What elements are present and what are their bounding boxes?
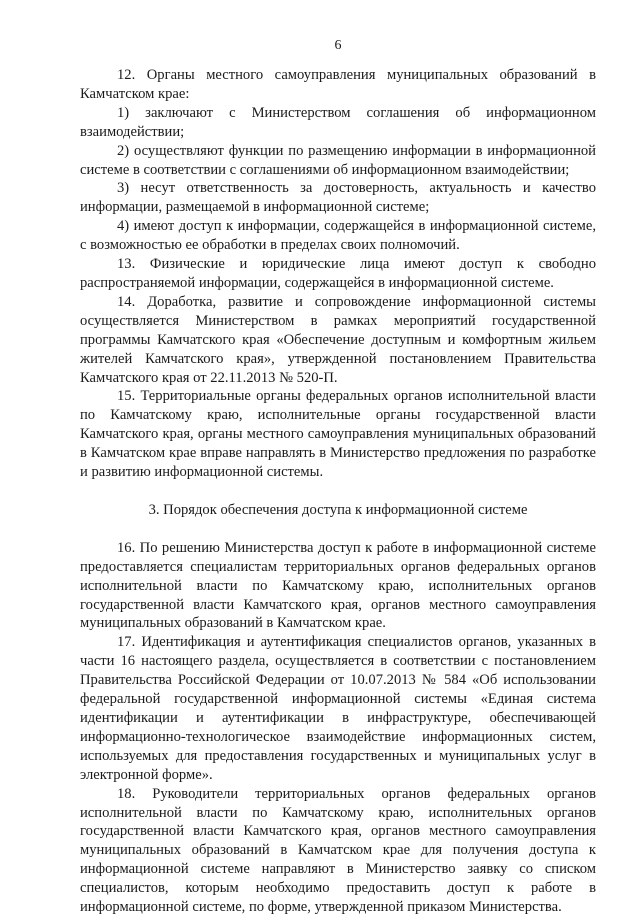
paragraph-12-item-1: 1) заключают с Министерством соглашения об информационном взаимодействии;: [80, 104, 596, 140]
page-number: 6: [334, 38, 342, 53]
paragraph-15: 15. Территориальные органы федеральных органов исполнительной власти по Камчатскому краю, исполнительные органы государственной власти Камчатского края, органы местного самоуправления муниципальных образований в Камчатском крае вправе направлять в Министерство предложения по разработке и развитию информационной системы.: [80, 388, 596, 481]
paragraph-13: 13. Физические и юридические лица имеют доступ к свободно распространяемой информации, содержащейся в информационной системе.: [80, 256, 596, 291]
paragraph-12-item-2: 2) осуществляют функции по размещению информации в информационной системе в соответствии с соглашениями об информационном взаимодействии;: [80, 142, 596, 178]
paragraph-16: 16. По решению Министерства доступ к работе в информационной системе предоставляется специалистам территориальных органов федеральных органов исполнительной власти по Камчатскому краю, исполнительных органов государственной власти Камчатского края, органов местного самоуправления муниципальных образований в Камчатском крае.: [80, 539, 596, 632]
paragraph-18: 18. Руководители территориальных органов федеральных органов исполнительной власти по Камчатскому краю, исполнительных органов государственной власти Камчатского края, органов местного самоуправления муниципальных образований в Камчатском крае для получения доступа к информационной системе направляют в Министерство заявку со списком специалистов, которым необходимо предоставить доступ к работе в информационной системе, по форме, утвержденной приказом Министерства.: [80, 785, 596, 916]
document-page: [80, 0, 596, 916]
paragraph-17: 17. Идентификация и аутентификация специалистов органов, указанных в части 16 настоящего раздела, осуществляется в соответствии с постановлением Правительства Российской Федерации от 10.07.2013 № 584 «Об использовании федеральной государственной информационной системы «Единая система идентификации и аутентификации в инфраструктуре, обеспечивающей информационно-технологическое взаимодействие информационных систем, используемых для предоставления государственных и муниципальных услуг в электронной форме».: [80, 634, 596, 783]
paragraph-12: 12. Органы местного самоуправления муниципальных образований в Камчатском крае:: [80, 67, 596, 102]
section-heading: 3. Порядок обеспечения доступа к информационной системе: [148, 501, 528, 518]
paragraph-12-item-3: 3) несут ответственность за достоверность, актуальность и качество информации, размещаемой в информационной системе;: [80, 180, 596, 216]
paragraph-14: 14. Доработка, развитие и сопровождение информационной системы осуществляется Министерством в рамках мероприятий государственной программы Камчатского края «Обеспечение доступным и комфортным жильем жителей Камчатского края», утвержденной постановлением Правительства Камчатского края от 22.11.2013 № 520-П.: [80, 293, 596, 386]
document-body: [80, 66, 596, 917]
paragraph-12-item-4: 4) имеют доступ к информации, содержащейся в информационной системе, с возможностью ее обработки в пределах своих полномочий.: [80, 218, 596, 254]
